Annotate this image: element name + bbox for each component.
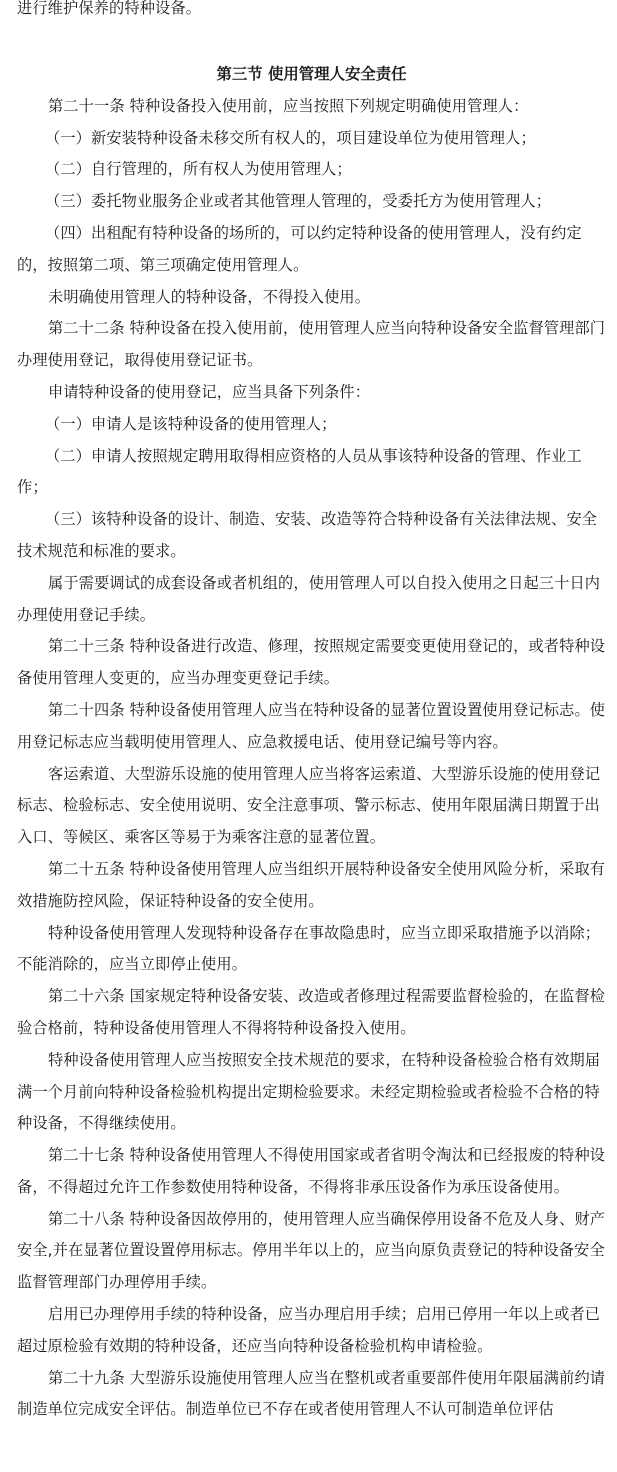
article-27-paragraph: 第二十七条 特种设备使用管理人不得使用国家或者省明令淘汰和已经报废的特种设备，不得超过允许工作参数使用特种设备，不得将非承压设备作为承压设备使用。	[17, 1146, 606, 1196]
article-21-item-4: （四）出租配有特种设备的场所的，可以约定特种设备的使用管理人，没有约定的，按照第二项、第三项确定使用管理人。	[17, 223, 582, 274]
article-22-paragraph: 第二十二条 特种设备在投入使用前，使用管理人应当向特种设备安全监督管理部门办理使用登记，取得使用登记证书。	[17, 319, 606, 370]
article-29-paragraph: 第二十九条 大型游乐设施使用管理人应当在整机或者重要部件使用年限届满前约请制造单位完成安全评估。制造单位已不存在或者使用管理人不认可制造单位评估	[17, 1368, 606, 1419]
article-22-item-2: （二）申请人按照规定聘用取得相应资格的人员从事该特种设备的管理、作业工作；	[17, 446, 582, 497]
article-25-hazard-paragraph: 特种设备使用管理人发现特种设备存在事故隐患时，应当立即采取措施予以消除；不能消除的，应当立即停止使用。	[17, 923, 601, 974]
article-26-paragraph: 第二十六条 国家规定特种设备安装、改造或者修理过程需要监督检验的，在监督检验合格前，特种设备使用管理人不得将特种设备投入使用。	[17, 987, 606, 1037]
article-23-paragraph: 第二十三条 特种设备进行改造、修理，按照规定需要变更使用登记的，或者特种设备使用管理人变更的，应当办理变更登记手续。	[17, 637, 606, 688]
intro-tail-text: 进行维护保养的特种设备。	[17, 0, 202, 17]
article-21-item-2: （二）自行管理的，所有权人为使用管理人；	[45, 160, 352, 179]
article-22-item-3: （三）该特种设备的设计、制造、安装、改造等符合特种设备有关法律法规、安全技术规范和标准的要求。	[17, 510, 598, 560]
article-22-item-1: （一）申请人是该特种设备的使用管理人；	[45, 414, 337, 433]
article-22-conditions: 申请特种设备的使用登记，应当具备下列条件：	[48, 382, 371, 401]
article-21-item-3: （三）委托物业服务企业或者其他管理人管理的，受委托方为使用管理人；	[45, 192, 552, 211]
article-24-ropeway-paragraph: 客运索道、大型游乐设施的使用管理人应当将客运索道、大型游乐设施的使用登记标志、检验标志、安全使用说明、安全注意事项、警示标志、使用年限届满日期置于出入口、等候区、乘客区等易于为乘客注意的显著位置。	[17, 764, 601, 847]
article-21-paragraph: 第二十一条 特种设备投入使用前，应当按照下列规定明确使用管理人：	[48, 96, 529, 115]
section-gap	[0, 23, 617, 59]
article-22-note: 属于需要调试的成套设备或者机组的，使用管理人可以自投入使用之日起三十日内办理使用登记手续。	[17, 573, 601, 624]
article-21-note: 未明确使用管理人的特种设备，不得投入使用。	[48, 287, 371, 306]
section-heading: 第三节 使用管理人安全责任	[216, 65, 407, 83]
article-28-paragraph: 第二十八条 特种设备因故停用的，使用管理人应当确保停用设备不危及人身、财产安全,并在显著位置设置停用标志。停用半年以上的，应当向原负责登记的特种设备安全监督管理部门办理停用手续。	[17, 1209, 606, 1292]
article-26-inspection-paragraph: 特种设备使用管理人应当按照安全技术规范的要求，在特种设备检验合格有效期届满一个月前向特种设备检验机构提出定期检验要求。未经定期检验或者检验不合格的特种设备，不得继续使用。	[17, 1050, 601, 1133]
article-28-restart-paragraph: 启用已办理停用手续的特种设备，应当办理启用手续；启用已停用一年以上或者已超过原检验有效期的特种设备，还应当向特种设备检验机构申请检验。	[17, 1305, 601, 1355]
article-24-paragraph: 第二十四条 特种设备使用管理人应当在特种设备的显著位置设置使用登记标志。使用登记标志应当载明使用管理人、应急救援电话、使用登记编号等内容。	[17, 700, 606, 751]
article-21-item-1: （一）新安装特种设备未移交所有权人的，项目建设单位为使用管理人；	[45, 128, 536, 147]
article-25-paragraph: 第二十五条 特种设备使用管理人应当组织开展特种设备安全使用风险分析，采取有效措施防控风险，保证特种设备的安全使用。	[17, 859, 606, 910]
intro-tail-paragraph	[0, 0, 617, 23]
